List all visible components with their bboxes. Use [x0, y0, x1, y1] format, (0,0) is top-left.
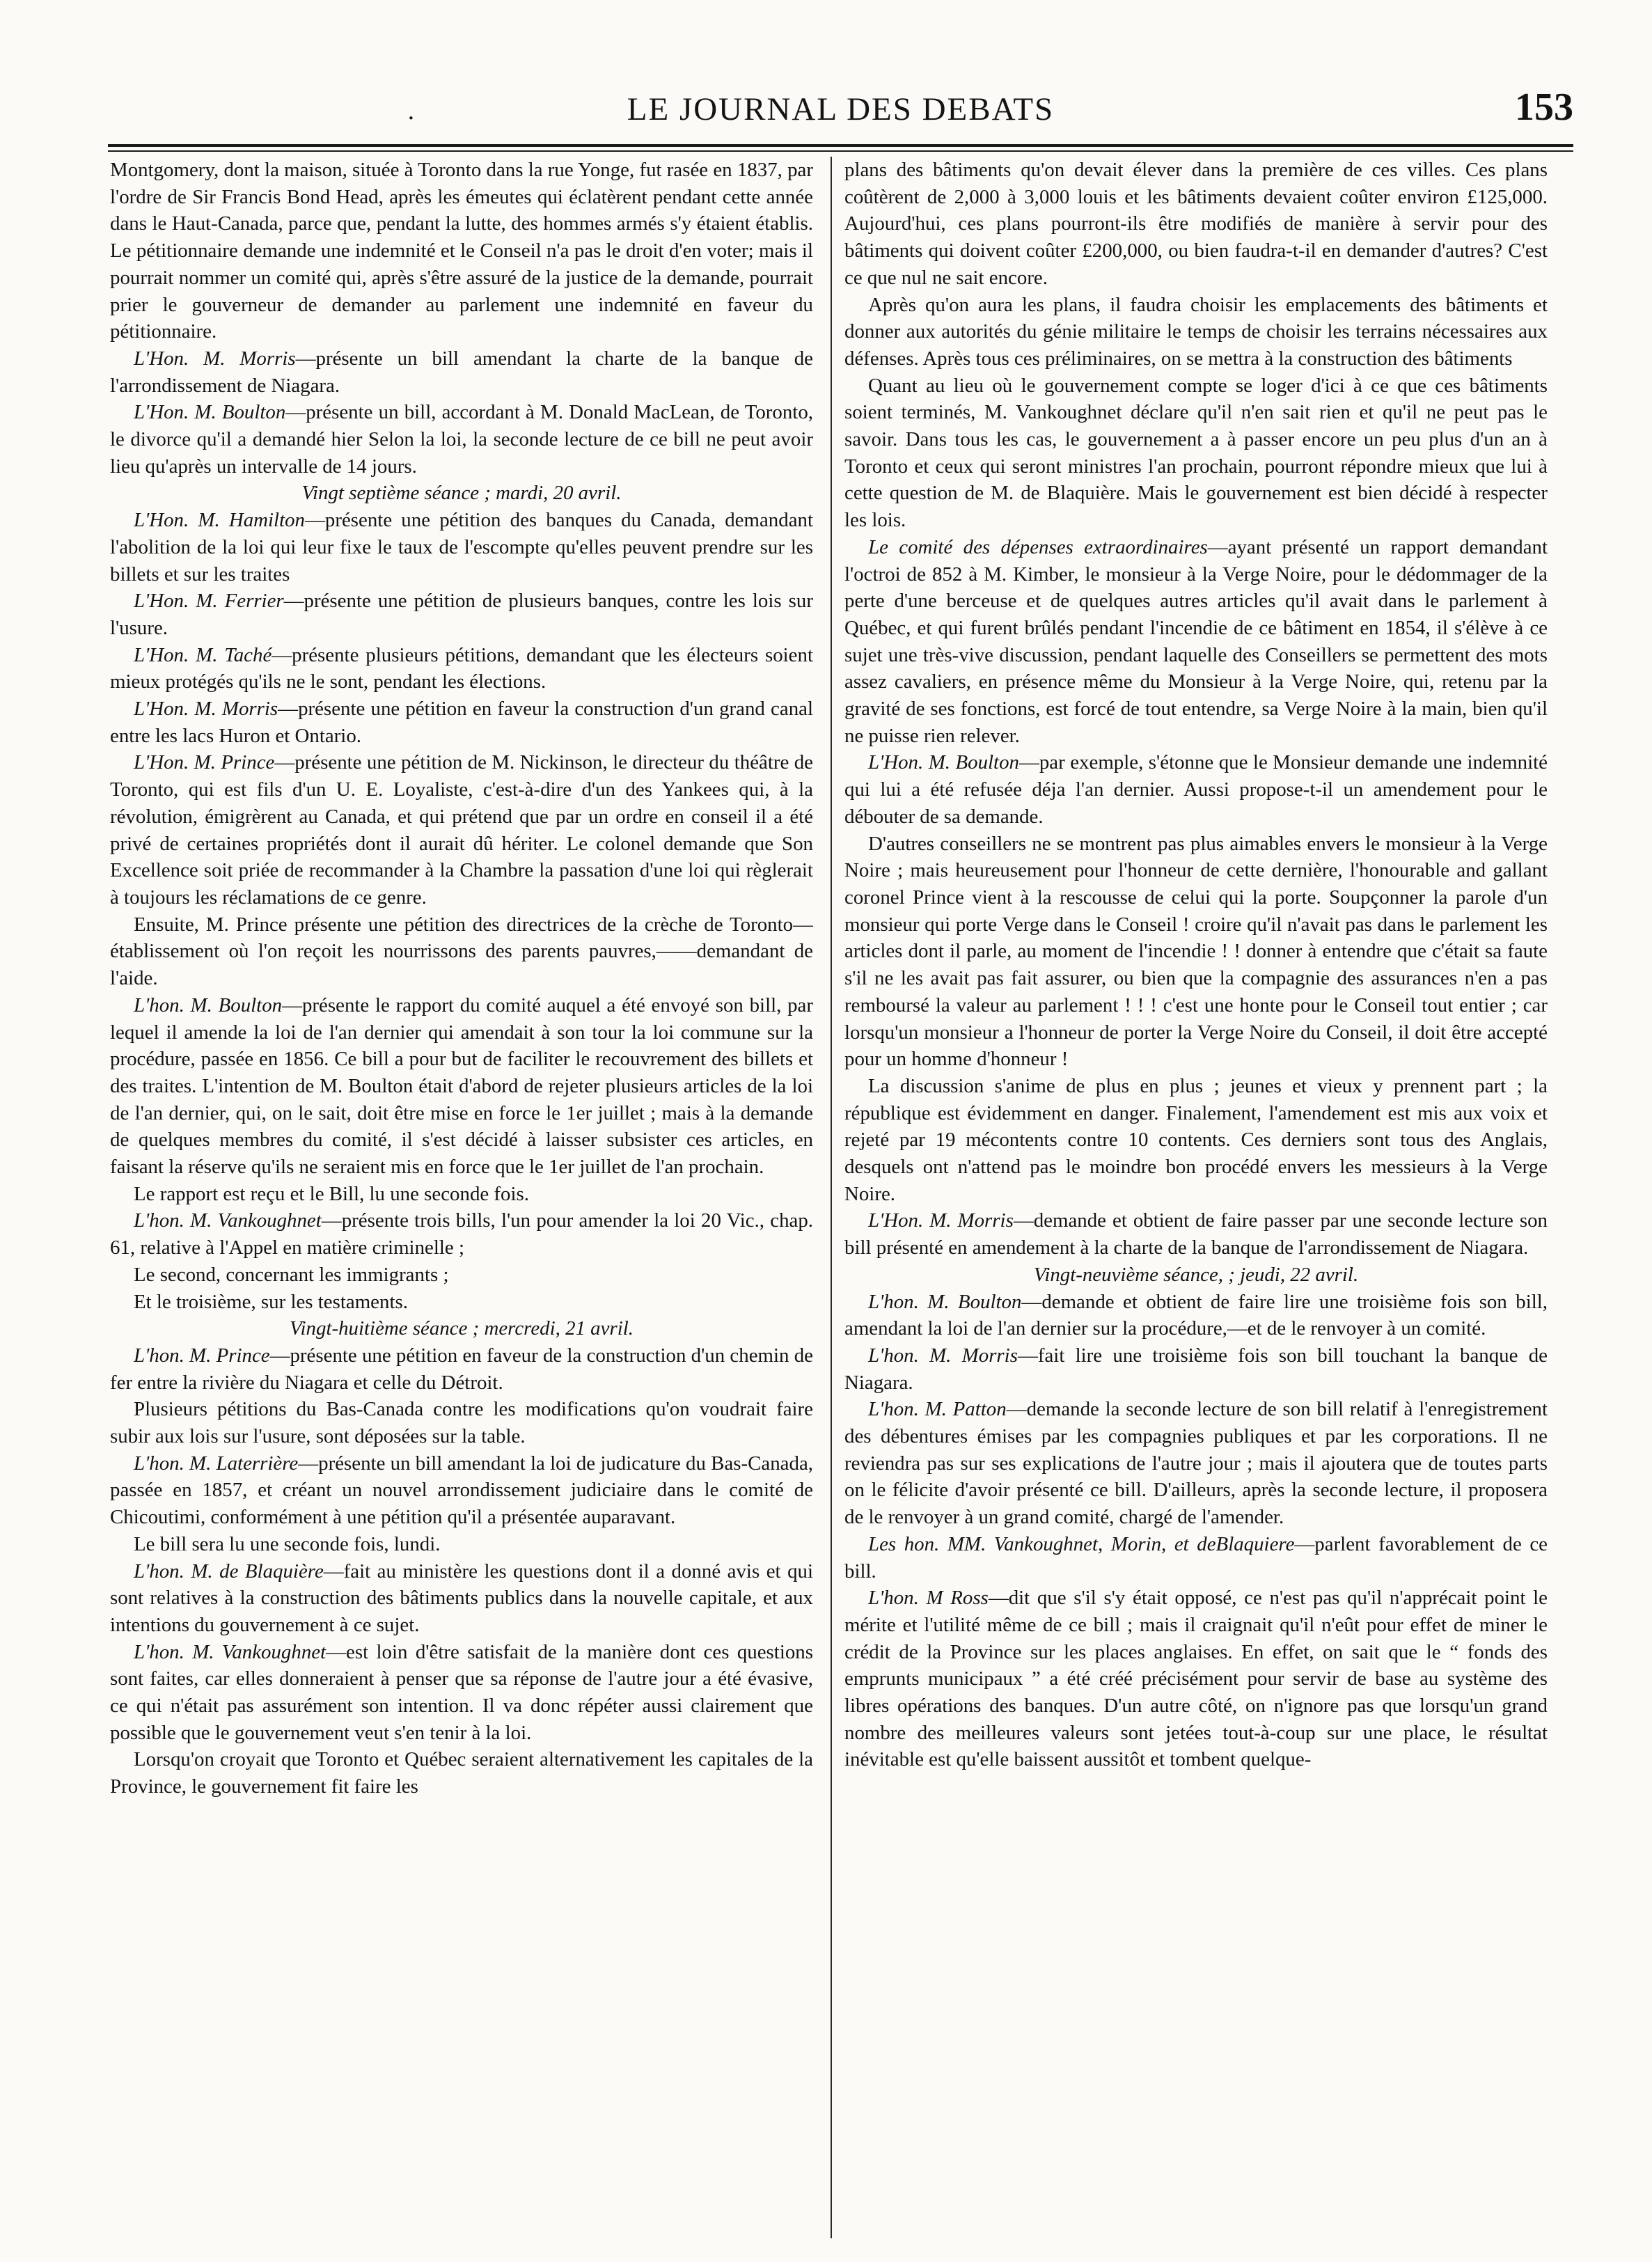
- speaker-name: L'hon. M Ross: [868, 1587, 989, 1610]
- paragraph-text: —demande et obtient de faire lire une troisième fois son bill, amendant la loi de l'an dernier sur la procédure,—et de le renvoyer à un comité.: [844, 1290, 1548, 1340]
- speaker-name: L'Hon. M. Prince: [134, 751, 275, 774]
- speaker-name: L'Hon. M. Boulton: [868, 751, 1019, 774]
- speaker-name: Les hon. MM. Vankoughnet, Morin, et deBlaquiere: [868, 1532, 1295, 1555]
- paragraph-text: —présente une pétition en faveur la construction d'un grand canal entre les lacs Huron et Ontario.: [110, 698, 813, 747]
- paragraph: [110, 157, 813, 345]
- paragraph-text: —présente un bill, accordant à M. Donald MacLean, de Toronto, le divorce qu'il a demandé hier Selon la loi, la seconde lecture de ce bill ne peut avoir lieu qu'après un intervalle de 14 jours.: [110, 401, 813, 478]
- paragraph: [110, 1639, 813, 1747]
- paragraph: [844, 157, 1548, 292]
- paragraph-text: —fait lire une troisième fois son bill touchant la banque de Niagara.: [844, 1344, 1548, 1394]
- paragraph-text: Montgomery, dont la maison, située à Toronto dans la rue Yonge, fut rasée en 1837, par l'ordre de Sir Francis Bond Head, après les émeutes qui éclatèrent pendant cette année dans le Haut-Canada, parce que, pendant la lutte, des hommes armés s'y étaient établis. Le pétitionnaire demande une indemnité et le Conseil n'a pas le droit d'en voter; mais il pourrait nommer un comité qui, après s'être assuré de la justice de la demande, pourrait prier le gouverneur de demander au parlement une indemnité en faveur du pétitionnaire.: [110, 159, 813, 343]
- paragraph: [844, 1342, 1548, 1396]
- paragraph-text: La discussion s'anime de plus en plus ; jeunes et vieux y prennent part ; la république est évidemment en danger. Finalement, l'amendement est mis aux voix et rejeté par 19 mécontents contre 10 contents. Ces derniers sont tous des Anglais, desquels ont n'attend pas le moindre bon procédé envers les messieurs à la Verge Noire.: [844, 1074, 1548, 1205]
- paragraph: [110, 507, 813, 588]
- paragraph: [110, 399, 813, 480]
- speaker-name: L'Hon. M. Boulton: [134, 401, 286, 424]
- header-rule-thick: [108, 144, 1573, 147]
- page-number: 153: [1515, 86, 1573, 129]
- speaker-name: L'Hon. M. Morris: [868, 1209, 1014, 1232]
- paragraph-text: Le bill sera lu une seconde fois, lundi.: [134, 1532, 441, 1555]
- paragraph: [110, 588, 813, 641]
- paragraph-text: —par exemple, s'étonne que le Monsieur demande une indemnité qui lui a été refusée déja l'an dernier. Aussi propose-t-il un amendement pour le débouter de sa demande.: [844, 751, 1548, 828]
- paragraph: [844, 1207, 1548, 1261]
- paragraph-text: Quant au lieu où le gouvernement compte se loger d'ici à ce que ces bâtiments soient terminés, M. Vankoughnet déclare qu'il n'en sait rien et qu'il ne peut pas le savoir. Dans tous les cas, le gouvernement a à passer encore un peu plus d'un an à Toronto et ceux qui seront ministres l'an prochain, pourront répondre mieux que lui à cette question de M. de Blaquière. Mais le gouvernement est bien décidé à respecter les lois.: [844, 374, 1548, 532]
- paragraph: [844, 1396, 1548, 1531]
- paragraph-text: Et le troisième, sur les testaments.: [134, 1290, 408, 1313]
- paragraph-text: —présente plusieurs pétitions, demandant que les électeurs soient mieux protégés qu'ils ne le sont, pendant les élections.: [110, 643, 813, 693]
- paragraph: [110, 1181, 813, 1208]
- paragraph: [110, 749, 813, 911]
- speaker-name: L'Hon. M. Morris: [134, 698, 278, 721]
- paragraph-text: —demande la seconde lecture de son bill relatif à l'enregistrement des débentures émises par les compagnies publiques et par les corporations. Il ne reviendra pas sur ses explications de l'autre jour ; mais il ajoutera que de toutes parts on le félicite d'avoir présenté ce bill. D'ailleurs, après la seconde lecture, il proposera de le renvoyer à un grand comité, chargé de l'amender.: [844, 1398, 1548, 1529]
- paragraph: [110, 1262, 813, 1289]
- paragraph-text: —dit que s'il s'y était opposé, ce n'est pas qu'il n'apprécait point le mérite et l'utilité même de ce bill ; mais il craignait qu'il n'eût pour effet de miner le crédit de la Province sur les places anglaises. En effet, on sait que le “ fonds des emprunts municipaux ” a été créé précisément pour servir de base au système des libres opérations des banques. D'un autre côté, on n'ignore pas que lorsqu'un grand nombre des meilleures valeurs sont jetées tout-à-coup sur une place, le résultat inévitable est qu'elle baissent aussitôt et tombent quelque-: [844, 1587, 1548, 1771]
- paragraph-text: Le second, concernant les immigrants ;: [134, 1263, 449, 1286]
- paragraph: [844, 534, 1548, 750]
- speaker-name: Le comité des dépenses extraordinaires: [868, 535, 1208, 558]
- speaker-name: L'hon. M. Prince: [134, 1344, 270, 1367]
- paragraph: [110, 642, 813, 696]
- paragraph-text: —présente un bill amendant la charte de la banque de l'arrondissement de Niagara.: [110, 347, 813, 397]
- paragraph-text: —présente une pétition en faveur de la construction d'un chemin de fer entre la rivière du Niagara et celle du Détroit.: [110, 1344, 813, 1394]
- paragraph: [844, 1073, 1548, 1208]
- paragraph: [844, 1585, 1548, 1773]
- paragraph-text: —présente une pétition des banques du Canada, demandant l'abolition de la loi qui leur fixe le taux de l'escompte qu'elles peuvent prendre sur les billets et sur les traites: [110, 509, 813, 586]
- speaker-name: L'Hon. M. Hamilton: [134, 509, 305, 532]
- speaker-name: L'hon. M. Boulton: [868, 1290, 1022, 1313]
- paragraph-text: Lorsqu'on croyait que Toronto et Québec seraient alternativement les capitales de la Province, le gouvernement fit faire les: [110, 1748, 813, 1798]
- page-header: [108, 82, 1573, 145]
- paragraph: [110, 345, 813, 399]
- paragraph-text: Après qu'on aura les plans, il faudra choisir les emplacements des bâtiments et donner aux autorités du génie militaire le temps de choisir les terrains nécessaires aux défenses. Après tous ces préliminaires, on se mettra à la construction des bâtiments: [844, 293, 1548, 370]
- paragraph-text: —présente une pétition de M. Nickinson, le directeur du théâtre de Toronto, qui est fils d'un U. E. Loyaliste, c'est-à-dire d'un des Yankees qui, à la révolution, émigrèrent au Canada, et qui prétend que par un ordre en conseil il a été privé de certaines propriétés dont il aurait dû hériter. Le colonel demande que Son Excellence soit priée de recommander à la Chambre la passation d'une loi qui règlerait à toujours les réclamations de ce genre.: [110, 751, 813, 909]
- paragraph: [844, 1531, 1548, 1585]
- speaker-name: L'hon. M. de Blaquière: [134, 1560, 324, 1582]
- session-heading: Vingt-neuvième séance, ; jeudi, 22 avril.: [1033, 1263, 1359, 1286]
- header-dot: .: [407, 97, 415, 125]
- paragraph-text: —présente une pétition de plusieurs banques, contre les lois sur l'usure.: [110, 590, 813, 639]
- paragraph: [110, 911, 813, 992]
- speaker-name: L'hon. M. Laterrière: [134, 1452, 299, 1475]
- paragraph: [110, 1289, 813, 1316]
- paragraph: [110, 1342, 813, 1396]
- paragraph: [844, 749, 1548, 830]
- paragraph-text: —ayant présenté un rapport demandant l'octroi de 852 à M. Kimber, le monsieur à la Verge Noire, pour le dédommager de la perte d'une berceuse et de quelques autres articles qu'il avait dans le parlement à Québec, et qui furent brûlés pendant l'incendie de ce bâtiment en 1854, il s'élève à ce sujet une très-vive discussion, pendant laquelle des Conseillers se permettent des mots assez cavaliers, en présence même du Monsieur à la Verge Noire, qui, retenu par la gravité de ses fonctions, est forcé de tout entendre, sa Verge Noire à la main, bien qu'il ne puisse rien relever.: [844, 535, 1548, 747]
- paragraph-text: —demande et obtient de faire passer par une seconde lecture son bill présenté en amendement à la charte de la banque de l'arrondissement de Niagara.: [844, 1209, 1548, 1259]
- session-heading: Vingt-huitième séance ; mercredi, 21 avril.: [290, 1317, 634, 1340]
- speaker-name: L'hon. M. Vankoughnet: [134, 1209, 322, 1232]
- speaker-name: L'Hon. M. Ferrier: [134, 590, 284, 613]
- paragraph-text: —présente le rapport du comité auquel a été envoyé son bill, par lequel il amende la loi de l'an dernier qui amendait à son tour la loi commune sur la procédure, passée en 1856. Ce bill a pour but de faciliter le recouvrement des billets et des traites. L'intention de M. Boulton était d'abord de rejeter plusieurs articles de la loi de l'an dernier, qui, on le sait, doit être mise en force le 1er juillet ; mais à la demande de quelques membres du comité, il s'est décidé à laisser subsister ces articles, en faisant la réserve qu'ils ne seraient mis en force que le 1er juillet de l'an prochain.: [110, 993, 813, 1179]
- paragraph-text: D'autres conseillers ne se montrent pas plus aimables envers le monsieur à la Verge Noire ; mais heureusement pour l'honneur de cette dernière, l'honourable and gallant coronel Prince vient à la rescousse de celui qui la porte. Soupçonner la parole d'un monsieur qui porte Verge dans le Conseil ! croire qu'il n'avait pas dans le parlement les articles dont il parle, au moment de l'incendie ! ! donner à entendre que c'était sa faute s'il ne les avait pas fait assurer, ou bien que la compagnie des assurances n'en a pas remboursé la valeur au parlement ! ! ! c'est une honte pour le Conseil tout entier ; car lorsqu'un monsieur a l'honneur de porter la Verge Noire du Conseil, il doit être accepté pour un homme d'honneur !: [844, 832, 1548, 1071]
- right-column: [844, 157, 1548, 2235]
- paragraph: [110, 1396, 813, 1450]
- paragraph: [110, 992, 813, 1181]
- session-heading: Vingt septième séance ; mardi, 20 avril.: [301, 482, 622, 505]
- paragraph-text: —présente un bill amendant la loi de judicature du Bas-Canada, passée en 1857, et créant un nouvel arrondissement judiciaire dans le comité de Chicoutimi, conformément à une pétition qu'il a présentée auparavant.: [110, 1452, 813, 1529]
- paragraph-text: —est loin d'être satisfait de la manière dont ces questions sont faites, car elles donneraient à penser que sa réponse de l'autre jour a été évasive, ce qui n'était pas assurément son intention. Il va donc répéter aussi clairement que possible que le gouvernement veut s'en tenir à la loi.: [110, 1640, 813, 1744]
- paragraph-text: Le rapport est reçu et le Bill, lu une seconde fois.: [134, 1182, 529, 1205]
- paragraph: [110, 1450, 813, 1531]
- speaker-name: L'Hon. M. Morris: [134, 347, 296, 370]
- speaker-name: L'hon. M. Boulton: [134, 993, 283, 1016]
- paragraph: [844, 1289, 1548, 1342]
- paragraph: [110, 1746, 813, 1800]
- speaker-name: L'hon. M. Patton: [868, 1398, 1007, 1421]
- paragraph-text: —fait au ministère les questions dont il a donné avis et qui sont relatives à la construction des bâtiments publics dans la nouvelle capitale, et aux intentions du gouvernement à ce sujet.: [110, 1560, 813, 1636]
- paragraph: [844, 292, 1548, 372]
- paragraph-text: —présente trois bills, l'un pour amender la loi 20 Vic., chap. 61, relative à l'Appel en matière criminelle ;: [110, 1209, 813, 1259]
- speaker-name: L'hon. M. Vankoughnet: [134, 1640, 327, 1663]
- paragraph: [844, 372, 1548, 534]
- speaker-name: L'Hon. M. Taché: [134, 643, 272, 666]
- paragraph-text: Ensuite, M. Prince présente une pétition des directrices de la crèche de Toronto—établissement où l'on reçoit les nourrissons des parents pauvres,——demandant de l'aide.: [110, 913, 813, 990]
- paragraph: [110, 1531, 813, 1558]
- paragraph-text: plans des bâtiments qu'on devait élever dans la première de ces villes. Ces plans coûtèrent de 2,000 à 3,000 louis et les bâtiments devaient coûter environ £125,000. Aujourd'hui, ces plans pourront-ils être modifiés de manière à servir pour des bâtiments qui doivent coûter £200,000, ou bien faudra-t-il en demander d'autres? C'est ce que nul ne sait encore.: [844, 159, 1548, 289]
- journal-title: LE JOURNAL DES DEBATS: [627, 91, 1055, 127]
- left-column: [110, 157, 813, 2235]
- paragraph: [844, 831, 1548, 1073]
- paragraph: [110, 1558, 813, 1639]
- paragraph: [110, 696, 813, 749]
- paragraph-text: Plusieurs pétitions du Bas-Canada contre les modifications qu'on voudrait faire subir aux lois sur l'usure, sont déposées sur la table.: [110, 1398, 813, 1448]
- paragraph: [110, 1207, 813, 1261]
- column-divider: [831, 157, 832, 2238]
- speaker-name: L'hon. M. Morris: [868, 1344, 1018, 1367]
- paragraph-text: —parlent favorablement de ce bill.: [844, 1532, 1548, 1582]
- header-rule-thin: [108, 150, 1573, 152]
